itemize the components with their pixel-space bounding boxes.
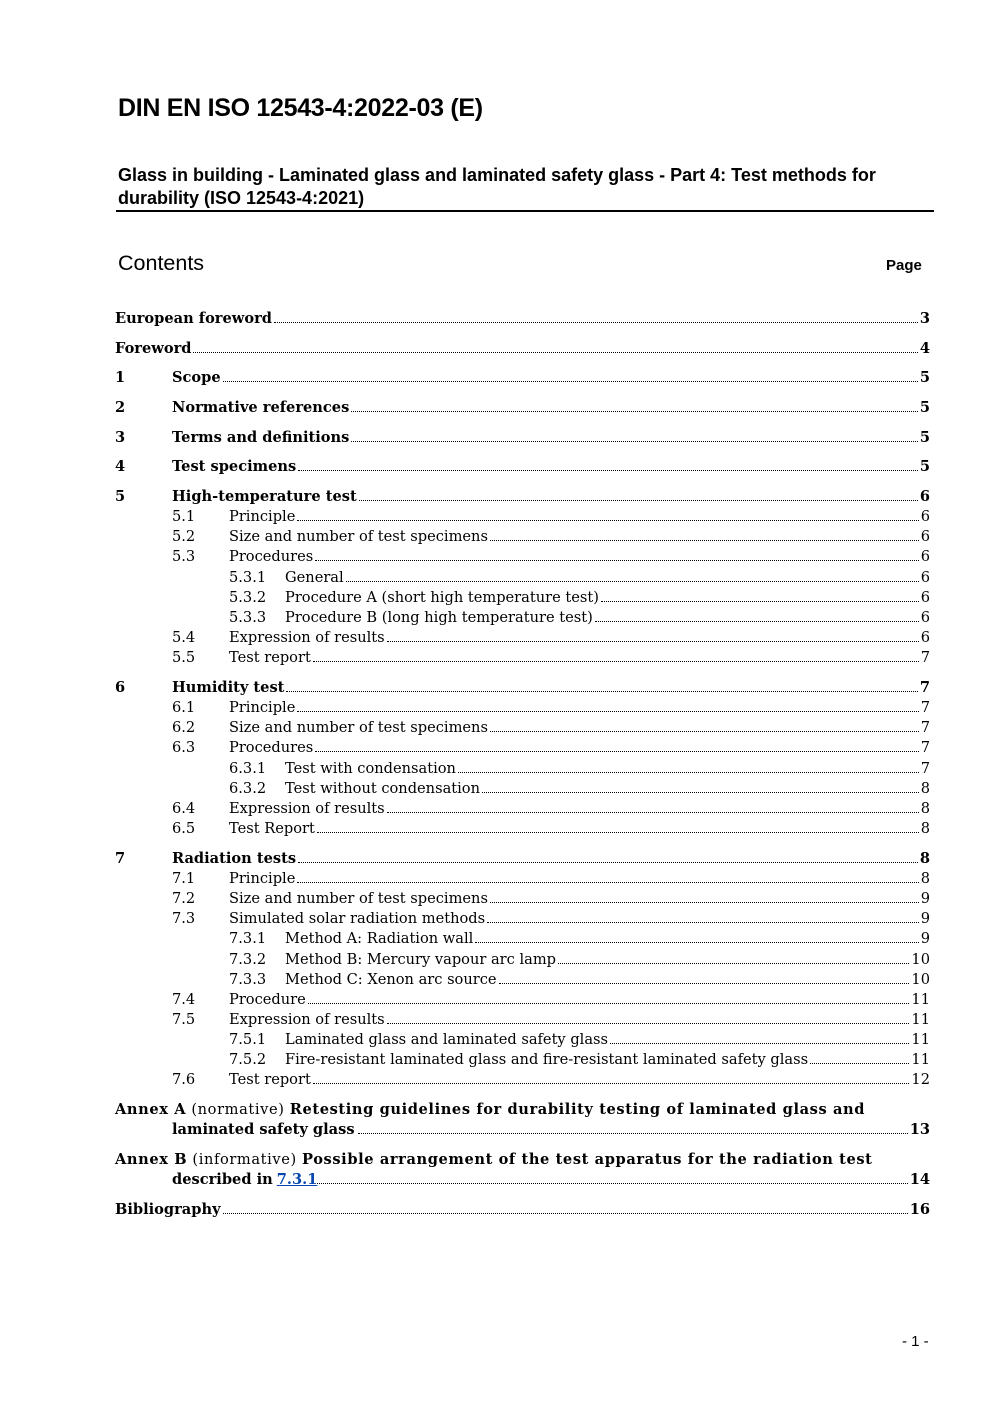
toc-entry[interactable] xyxy=(115,368,930,388)
toc-page-number: 5 xyxy=(919,369,930,386)
toc-section-number: 7.6 xyxy=(172,1071,196,1088)
dot-leader xyxy=(490,889,919,903)
dot-leader xyxy=(193,339,917,353)
toc-section-number: 2 xyxy=(115,399,126,416)
toc-section-number: 1 xyxy=(115,369,126,386)
toc-entry[interactable] xyxy=(172,909,930,929)
dot-leader xyxy=(223,368,918,382)
toc-page-number: 8 xyxy=(920,780,930,797)
dot-leader xyxy=(487,909,919,923)
toc-page-number: 6 xyxy=(920,569,930,586)
toc-section-number: 7.3.2 xyxy=(229,951,267,968)
toc-section-number: 7.1 xyxy=(172,870,196,887)
toc-title: Procedure B (long high temperature test) xyxy=(285,609,593,626)
toc-title: Foreword xyxy=(115,340,192,357)
toc-entry[interactable] xyxy=(229,759,930,779)
toc-title: Method B: Mercury vapour arc lamp xyxy=(285,951,557,968)
toc-title: European foreword xyxy=(115,310,272,327)
toc-entry[interactable] xyxy=(172,648,930,668)
toc-title: Procedures xyxy=(229,739,314,756)
toc-entry[interactable] xyxy=(115,398,930,418)
toc-page-number: 8 xyxy=(919,850,930,867)
toc-title: Terms and definitions xyxy=(172,429,350,446)
toc-entry[interactable] xyxy=(115,457,930,477)
toc-section-number: 6.4 xyxy=(172,800,196,817)
toc-page-number: 11 xyxy=(911,991,930,1008)
toc-title: Bibliography xyxy=(115,1201,221,1218)
toc-title: Expression of results xyxy=(229,800,385,817)
toc-section-number: 5.3.2 xyxy=(229,589,267,606)
toc-page-number: 6 xyxy=(920,609,930,626)
toc-section-number: 5.2 xyxy=(172,528,196,545)
dot-leader xyxy=(595,608,919,622)
toc-entry[interactable] xyxy=(172,1070,930,1090)
toc-page-number: 13 xyxy=(909,1121,930,1138)
dot-leader xyxy=(313,648,919,662)
contents-heading: Contents xyxy=(118,251,205,275)
toc-title: Radiation tests xyxy=(172,850,297,867)
toc-title: Method A: Radiation wall xyxy=(285,930,474,947)
annex-title-cont: laminated safety glass xyxy=(172,1121,355,1138)
dot-leader xyxy=(458,759,919,773)
toc-section-number: 7.3 xyxy=(172,910,196,927)
toc-page-number: 5 xyxy=(919,399,930,416)
toc-section-number: 5.5 xyxy=(172,649,196,666)
section-link-7-3-1[interactable]: 7.3.1 xyxy=(276,1171,318,1188)
toc-entry[interactable] xyxy=(172,698,930,718)
toc-section-number: 5.3.3 xyxy=(229,609,267,626)
dot-leader xyxy=(387,799,919,813)
toc-page-number: 12 xyxy=(911,1071,930,1088)
document-subtitle: Glass in building - Laminated glass and laminated safety glass - Part 4: Test methods for durability (ISO 12543-4:2021) xyxy=(118,165,876,208)
toc-entry[interactable] xyxy=(115,487,930,507)
toc-title: Scope xyxy=(172,369,221,386)
toc-page-number: 6 xyxy=(920,629,930,646)
dot-leader xyxy=(490,527,919,541)
dot-leader xyxy=(475,929,918,943)
toc-page-number: 14 xyxy=(909,1171,930,1188)
toc-title: Test Report xyxy=(229,820,315,837)
dot-leader xyxy=(351,428,917,442)
toc-entry[interactable] xyxy=(229,779,930,799)
toc-title: Expression of results xyxy=(229,1011,385,1028)
dot-leader xyxy=(317,819,919,833)
toc-title: Simulated solar radiation methods xyxy=(229,910,486,927)
toc-page-number: 5 xyxy=(919,458,930,475)
dot-leader xyxy=(274,309,918,323)
toc-section-number: 7.5.2 xyxy=(229,1051,267,1068)
page-number: - 1 - xyxy=(902,1333,929,1350)
toc-entry[interactable] xyxy=(172,547,930,567)
toc-entry[interactable] xyxy=(229,970,930,990)
toc-title: Method C: Xenon arc source xyxy=(285,971,497,988)
toc-entry[interactable] xyxy=(229,950,930,970)
toc-page-number: 6 xyxy=(919,488,930,505)
dot-leader xyxy=(298,849,918,863)
toc-page-number: 3 xyxy=(919,310,930,327)
toc-title: Normative references xyxy=(172,399,350,416)
toc-entry[interactable] xyxy=(229,1030,930,1050)
toc-entry[interactable] xyxy=(229,1050,930,1070)
toc-page-number: 4 xyxy=(919,340,930,357)
toc-title: Size and number of test specimens xyxy=(229,890,488,907)
toc-page-number: 9 xyxy=(920,890,930,907)
toc-section-number: 3 xyxy=(115,429,126,446)
toc-entry[interactable] xyxy=(115,339,930,359)
toc-section-number: 5.1 xyxy=(172,508,196,525)
dot-leader xyxy=(387,1010,910,1024)
toc-page-number: 9 xyxy=(920,910,930,927)
toc-page-number: 9 xyxy=(920,930,930,947)
dot-leader xyxy=(499,970,910,984)
annex-title-cont: described in xyxy=(172,1171,273,1188)
toc-title: Fire-resistant laminated glass and fire-resistant laminated safety glass xyxy=(285,1051,809,1068)
annex-title: Possible arrangement of the test apparatus for the radiation test xyxy=(302,1151,873,1168)
dot-leader xyxy=(286,678,917,692)
dot-leader xyxy=(297,698,918,712)
toc-title: Laminated glass and laminated safety glass xyxy=(285,1031,609,1048)
toc-entry-annex-a[interactable] xyxy=(115,1100,930,1140)
dot-leader xyxy=(223,1200,908,1214)
toc-section-number: 6.1 xyxy=(172,699,196,716)
toc-title: Procedure xyxy=(229,991,306,1008)
toc-title: Test with condensation xyxy=(285,760,456,777)
toc-page-number: 7 xyxy=(920,739,930,756)
toc-title: Size and number of test specimens xyxy=(229,719,488,736)
toc-entry[interactable] xyxy=(172,507,930,527)
dot-leader xyxy=(297,869,918,883)
toc-entry[interactable] xyxy=(115,849,930,869)
toc-title: General xyxy=(285,569,344,586)
document-title: DIN EN ISO 12543-4:2022-03 (E) xyxy=(118,94,483,122)
annex-kind: (normative) xyxy=(191,1101,285,1118)
dot-leader xyxy=(601,588,919,602)
dot-leader xyxy=(298,457,918,471)
dot-leader xyxy=(490,718,919,732)
annex-kind: (informative) xyxy=(192,1151,297,1168)
toc-section-number: 5.4 xyxy=(172,629,196,646)
toc-section-number: 6.2 xyxy=(172,719,196,736)
toc-entry[interactable] xyxy=(172,718,930,738)
annex-label: Annex B xyxy=(115,1151,188,1168)
toc-entry[interactable] xyxy=(172,527,930,547)
dot-leader xyxy=(558,950,909,964)
toc-page-number: 7 xyxy=(920,699,930,716)
toc-page-number: 7 xyxy=(920,719,930,736)
toc-title: Principle xyxy=(229,699,296,716)
toc-title: Expression of results xyxy=(229,629,385,646)
toc-section-number: 4 xyxy=(115,458,126,475)
toc-section-number: 7.3.3 xyxy=(229,971,267,988)
toc-page-number: 11 xyxy=(911,1051,930,1068)
toc-title: Test specimens xyxy=(172,458,297,475)
toc-title: Procedure A (short high temperature test) xyxy=(285,589,599,606)
toc-section-number: 6 xyxy=(115,679,126,696)
toc-page-number: 11 xyxy=(911,1031,930,1048)
toc-title: Principle xyxy=(229,508,296,525)
toc-entry[interactable] xyxy=(229,608,930,628)
toc-section-number: 7.2 xyxy=(172,890,196,907)
toc-section-number: 7.5.1 xyxy=(229,1031,267,1048)
dot-leader xyxy=(308,990,910,1004)
toc-page-number: 7 xyxy=(920,760,930,777)
dot-leader xyxy=(351,398,918,412)
toc-page-number: 8 xyxy=(920,870,930,887)
toc-section-number: 6.3.2 xyxy=(229,780,267,797)
toc-title: Principle xyxy=(229,870,296,887)
dot-leader xyxy=(387,628,919,642)
toc-section-number: 6.5 xyxy=(172,820,196,837)
toc-entry[interactable] xyxy=(229,568,930,588)
toc-section-number: 5 xyxy=(115,488,126,505)
dot-leader xyxy=(810,1050,909,1064)
dot-leader xyxy=(317,1170,907,1184)
toc-entry-annex-b[interactable] xyxy=(115,1150,930,1190)
toc-section-number: 7.3.1 xyxy=(229,930,267,947)
toc-title: High-temperature test xyxy=(172,488,357,505)
toc-section-number: 5.3 xyxy=(172,548,196,565)
toc-entry[interactable] xyxy=(115,309,930,329)
toc-page-number: 6 xyxy=(920,548,930,565)
toc-page-number: 8 xyxy=(920,820,930,837)
toc-entry[interactable] xyxy=(229,588,930,608)
toc-page-number: 11 xyxy=(911,1011,930,1028)
toc-title: Test report xyxy=(229,1071,311,1088)
dot-leader xyxy=(297,507,918,521)
dot-leader xyxy=(482,779,919,793)
annex-label: Annex A xyxy=(115,1101,187,1118)
toc-page-number: 7 xyxy=(919,679,930,696)
toc-page-number: 6 xyxy=(920,589,930,606)
toc-page-number: 7 xyxy=(920,649,930,666)
toc-entry[interactable] xyxy=(172,628,930,648)
dot-leader xyxy=(315,738,918,752)
page-column-label: Page xyxy=(886,257,922,274)
toc-title: Procedures xyxy=(229,548,314,565)
toc-page-number: 10 xyxy=(911,971,930,988)
toc-entry[interactable] xyxy=(172,990,930,1010)
toc-section-number: 6.3.1 xyxy=(229,760,267,777)
toc-entry[interactable] xyxy=(229,929,930,949)
annex-title: Retesting guidelines for durability testing of laminated glass and xyxy=(289,1101,866,1118)
toc-entry[interactable] xyxy=(172,1010,930,1030)
toc-entry[interactable] xyxy=(115,678,930,698)
toc-title: Humidity test xyxy=(172,679,285,696)
toc-entry[interactable] xyxy=(172,869,930,889)
toc-entry[interactable] xyxy=(172,819,930,839)
toc-page-number: 6 xyxy=(920,508,930,525)
toc-section-number: 5.3.1 xyxy=(229,569,267,586)
toc-entry[interactable] xyxy=(172,889,930,909)
toc-entry[interactable] xyxy=(172,738,930,758)
toc-title: Size and number of test specimens xyxy=(229,528,488,545)
dot-leader xyxy=(610,1030,909,1044)
toc-section-number: 7 xyxy=(115,850,126,867)
dot-leader xyxy=(358,1120,908,1134)
toc-page-number: 8 xyxy=(920,800,930,817)
dot-leader xyxy=(359,487,918,501)
toc-entry[interactable] xyxy=(115,1200,930,1220)
toc-page-number: 6 xyxy=(920,528,930,545)
dot-leader xyxy=(346,568,919,582)
toc-section-number: 7.4 xyxy=(172,991,196,1008)
toc-page-number: 16 xyxy=(909,1201,930,1218)
toc-section-number: 7.5 xyxy=(172,1011,196,1028)
toc-section-number: 6.3 xyxy=(172,739,196,756)
toc-title: Test report xyxy=(229,649,311,666)
toc-page-number: 5 xyxy=(919,429,930,446)
toc-page-number: 10 xyxy=(911,951,930,968)
toc-entry[interactable] xyxy=(172,799,930,819)
dot-leader xyxy=(315,547,918,561)
toc-title: Test without condensation xyxy=(285,780,480,797)
dot-leader xyxy=(313,1070,910,1084)
toc-entry[interactable] xyxy=(115,428,930,448)
